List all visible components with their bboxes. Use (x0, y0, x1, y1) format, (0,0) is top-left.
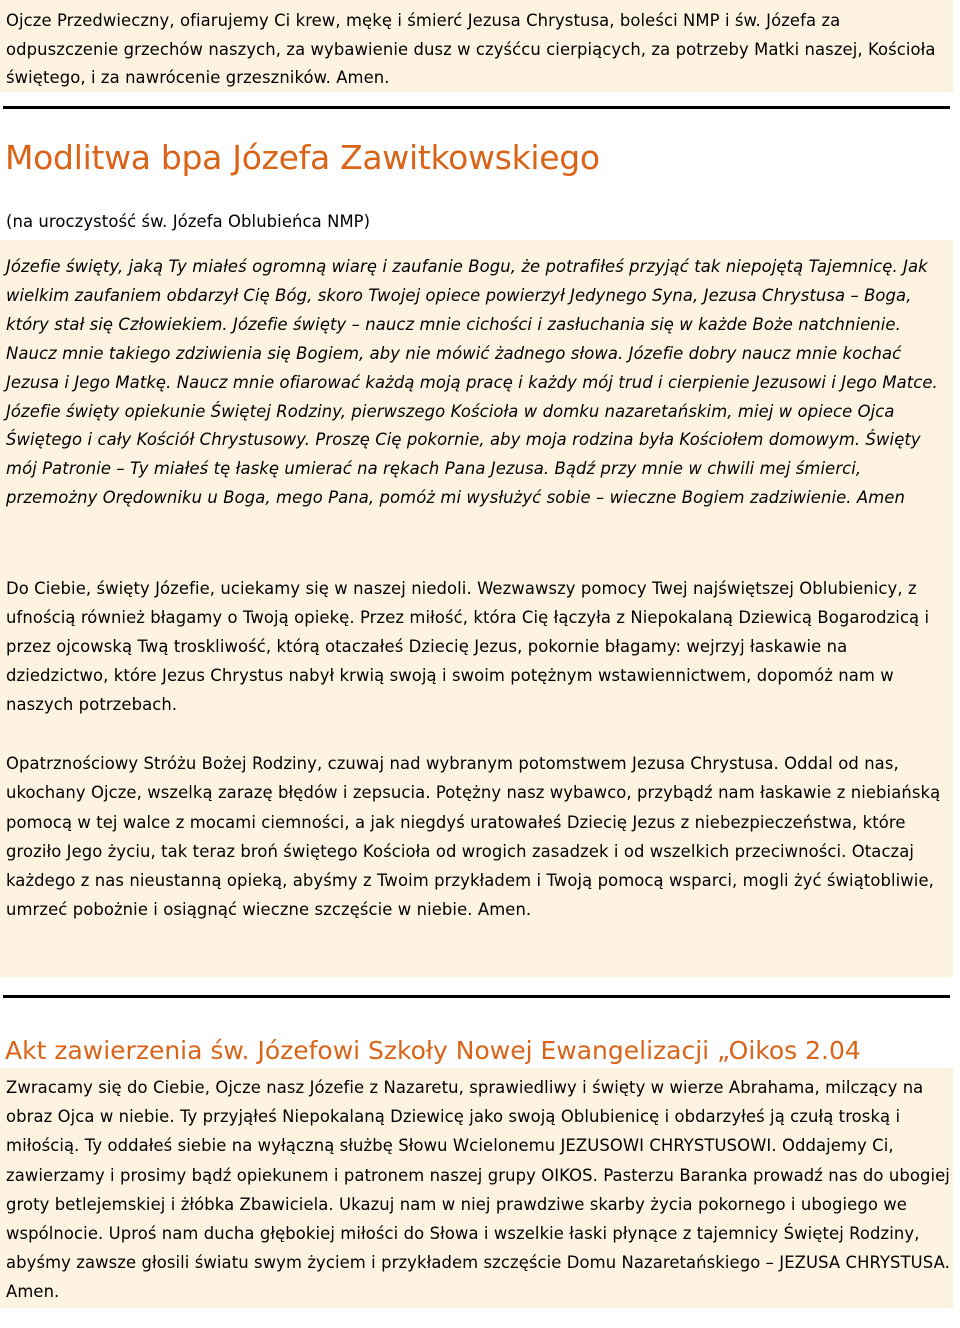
section1-prayer-3: Opatrznościowy Stróżu Bożej Rodziny, czuwaj nad wybranym potomstwem Jezusa Chrystusa. Oddal od nas, ukochany Ojcze, wszelką zarazę błędów i zepsucia. Potężny nasz wybawco, przybądź nam łaskawie z niebiańską pomocą w tej walce z mocami ciemności, a jak niegdyś uratowałeś Dziecię Jezus z niebezpieczeństwa, które groziło Jego życiu, tak teraz broń świętego Kościoła od wrogich zasadzek i od wszelkich przeciwności. Otaczaj każdego z nas nieustanną opieką, abyśmy z Twoim przykładem i Twoją pomocą wsparci, mogli żyć świątobliwie, umrzeć pobożnie i osiągnąć wieczne szczęście w niebie. Amen. (6, 754, 941, 920)
section1-prayer-italic: Józefie święty, jaką Ty miałeś ogromną wiarę i zaufanie Bogu, że potrafiłeś przyjąć tak niepojętą Tajemnicę. Jak wielkim zaufaniem obdarzył Cię Bóg, skoro Twojej opiece powierzył Jedynego Syna, Jezusa Chrystusa – Boga, który stał się Człowiekiem. Józefie święty – naucz mnie cichości i zasłuchania się w każde Boże natchnienie. Naucz mnie takiego zdziwienia się Bogiem, aby nie mówić żadnego słowa. Józefie dobry naucz mnie kochać Jezusa i Jego Matkę. Naucz mnie ofiarować każdą moją pracę i każdy mój trud i cierpienie Jezusowi i Jego Matce. Józefie święty opiekunie Świętej Rodziny, pierwszego Kościoła w domku nazaretańskim, miej w opiece Ojca Świętego i cały Kościół Chrystusowy. Proszę Cię pokornie, aby moja rodzina była Kościołem domowym. Święty mój Patronie – Ty miałeś tę łaskę umierać na rękach Pana Jezusa. Bądź przy mnie w chwili mej śmierci, przemożny Orędowniku u Boga, mego Pana, pomóż mi wysłużyć sobie – wieczne Bogiem zadziwienie. Amen (6, 257, 938, 508)
section2-text: Zwracamy się do Ciebie, Ojcze nasz Józefie z Nazaretu, sprawiedliwy i święty w wierze Abrahama, milczący na obraz Ojca w niebie. Ty przyjąłeś Niepokalaną Dziewicę jako swoją Oblubienicę i obdarzyłeś ją czułą troską i miłością. Ty oddałeś siebie na wyłączną służbę Słowu Wcielonemu JEZUSOWI CHRYSTUSOWI. Oddajemy Ci, zawierzamy i prosimy bądź opiekunem i patronem naszej grupy OIKOS. Pasterzu Baranka prowadź nas do ubogiej groty betlejemskiej i żłóbka Zbawiciela. Ukazuj nam w niej prawdziwe skarby życia pokornego i ubogiego we wspólnocie. Uproś nam ducha głębokiej miłości do Słowa i wszelkie łaski płynące z tajemnicy Świętej Rodziny, abyśmy zawsze głosili światu swym życiem i przykładem szczęście Domu Nazaretańskiego – JEZUSA CHRYSTUSA. Amen. (6, 1078, 950, 1302)
intro-prayer: Ojcze Przedwieczny, ofiarujemy Ci krew, mękę i śmierć Jezusa Chrystusa, boleści NMP i św. Józefa za odpuszczenie grzechów naszych, za wybawienie dusz w czyśćcu cierpiących, za potrzeby Matki naszej, Kościoła świętego, i za nawrócenie grzeszników. Amen. (6, 11, 936, 87)
divider-top (3, 106, 950, 109)
section1-subtitle: (na uroczystość św. Józefa Oblubieńca NMP) (6, 212, 951, 232)
divider-bottom (3, 995, 950, 998)
section1-title: Modlitwa bpa Józefa Zawitkowskiego (5, 138, 600, 177)
section1-prayer-2: Do Ciebie, święty Józefie, uciekamy się w naszej niedoli. Wezwawszy pomocy Twej najświętszej Oblubienicy, z ufnością również błagamy o Twoją opiekę. Przez miłość, która Cię łączyła z Niepokalaną Dziewicą Bogarodzicą i przez ojcowską Twą troskliwość, którą otaczałeś Dziecię Jezus, pokornie błagamy: wejrzyj łaskawie na dziedzictwo, które Jezus Chrystus nabył krwią swoją i swoim potężnym wstawiennictwem, dopomóż nam w naszych potrzebach. (6, 579, 930, 714)
section2-title: Akt zawierzenia św. Józefowi Szkoły Nowej Ewangelizacji „Oikos 2.04 (5, 1036, 861, 1065)
